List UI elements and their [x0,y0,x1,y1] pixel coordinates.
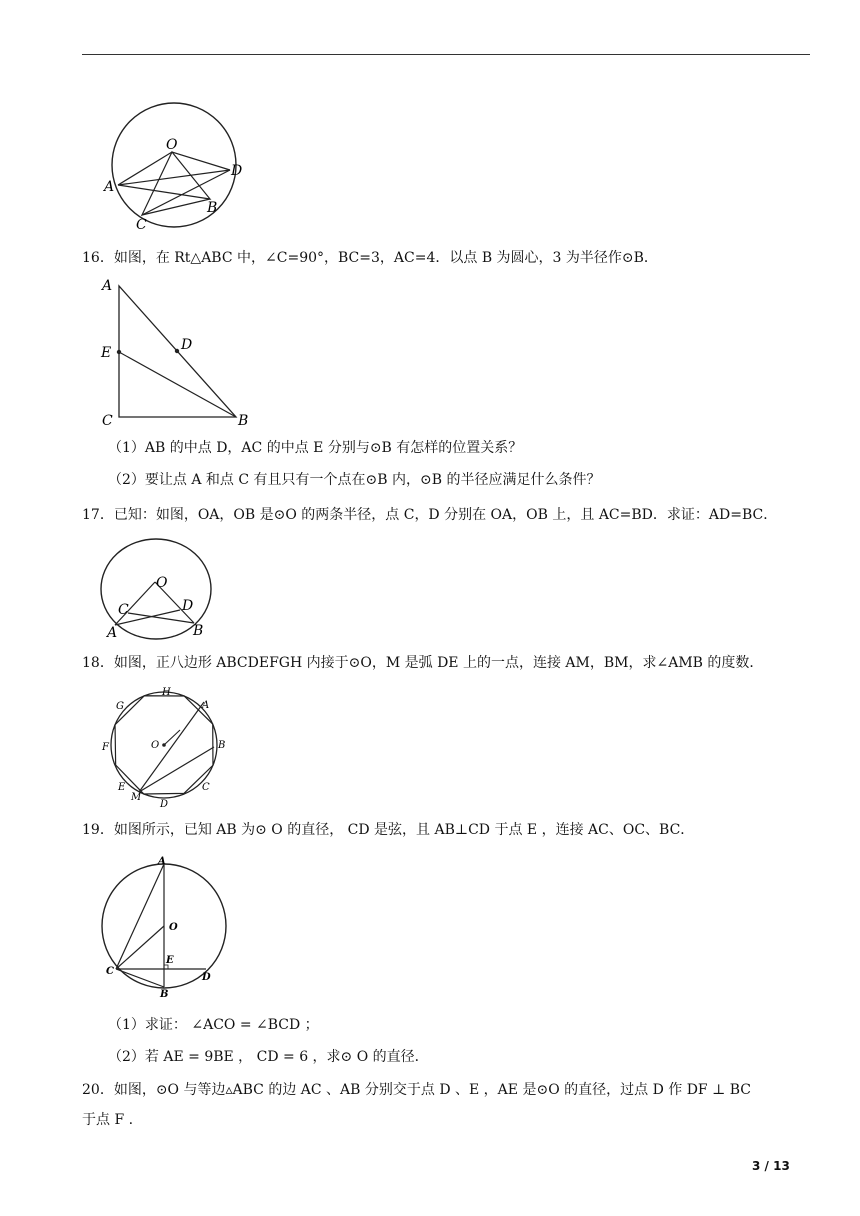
header-rule [82,54,810,55]
label-E: E [166,955,174,966]
figure-q19 [98,856,228,1004]
label-D: D [160,799,169,810]
label-C: C [136,217,147,233]
label-C: C [118,602,129,618]
q20-stem-cont: 于点 F . [82,1112,134,1128]
label-B: B [193,623,204,639]
q19-part2: （2）若 AE = 9BE ， CD = 6 ，求⊙ O 的直径． [108,1049,429,1065]
label-A: A [107,625,118,641]
label-B: B [218,740,226,751]
label-D: D [182,598,194,614]
label-O: O [151,740,160,751]
page-number: 3 / 13 [752,1159,790,1173]
figure-q15 [100,95,250,235]
q19-part1: （1）求证： ∠ACO = ∠BCD ； [108,1017,319,1033]
q16-part1: （1）AB 的中点 D，AC 的中点 E 分别与⊙B 有怎样的位置关系？ [108,440,523,456]
figure-q16 [98,274,258,434]
q16-part2: （2）要让点 A 和点 C 有且只有一个点在⊙B 内，⊙B 的半径应满足什么条件？ [108,472,601,488]
label-D: D [231,163,243,179]
label-E: E [101,345,112,361]
q16-stem: 16．如图，在 Rt△ABC 中，∠C=90°，BC=3，AC=4．以点 B 为圆心，3 为半径作⊙B． [82,250,658,266]
label-O: O [169,922,178,933]
label-A: A [202,700,210,711]
label-G: G [116,701,124,712]
label-A: A [104,179,115,195]
label-B: B [207,200,218,216]
label-C: C [102,413,113,429]
label-B: B [238,413,249,429]
q19-stem: 19．如图所示，已知 AB 为⊙ O 的直径， CD 是弦，且 AB⊥CD 于点 E ，连接 AC、OC、BC． [82,822,695,838]
label-D: D [202,972,211,983]
label-C: C [202,782,210,793]
label-D: D [181,337,193,353]
figure-q17 [98,536,218,644]
label-A: A [102,278,113,294]
label-F: F [102,742,109,753]
figure-q18 [100,686,240,810]
q18-stem: 18．如图，正八边形 ABCDEFGH 内接于⊙O，M 是弧 DE 上的一点，连接 AM，BM，求∠AMB 的度数． [82,655,764,671]
q17-stem: 17．已知：如图，OA，OB 是⊙O 的两条半径，点 C，D 分别在 OA，OB 上，且 AC=BD．求证：AD=BC． [82,507,778,523]
label-O: O [166,137,178,153]
label-H: H [162,687,171,698]
label-O: O [156,575,168,591]
q20-stem: 20．如图，⊙O 与等边▵ABC 的边 AC 、AB 分别交于点 D 、E ，AE 是⊙O 的直径，过点 D 作 DF ⊥ BC [82,1082,751,1098]
label-A: A [158,856,166,867]
label-M: M [131,792,142,803]
label-E: E [118,782,126,793]
label-C: C [106,966,114,977]
label-B: B [160,989,169,1000]
